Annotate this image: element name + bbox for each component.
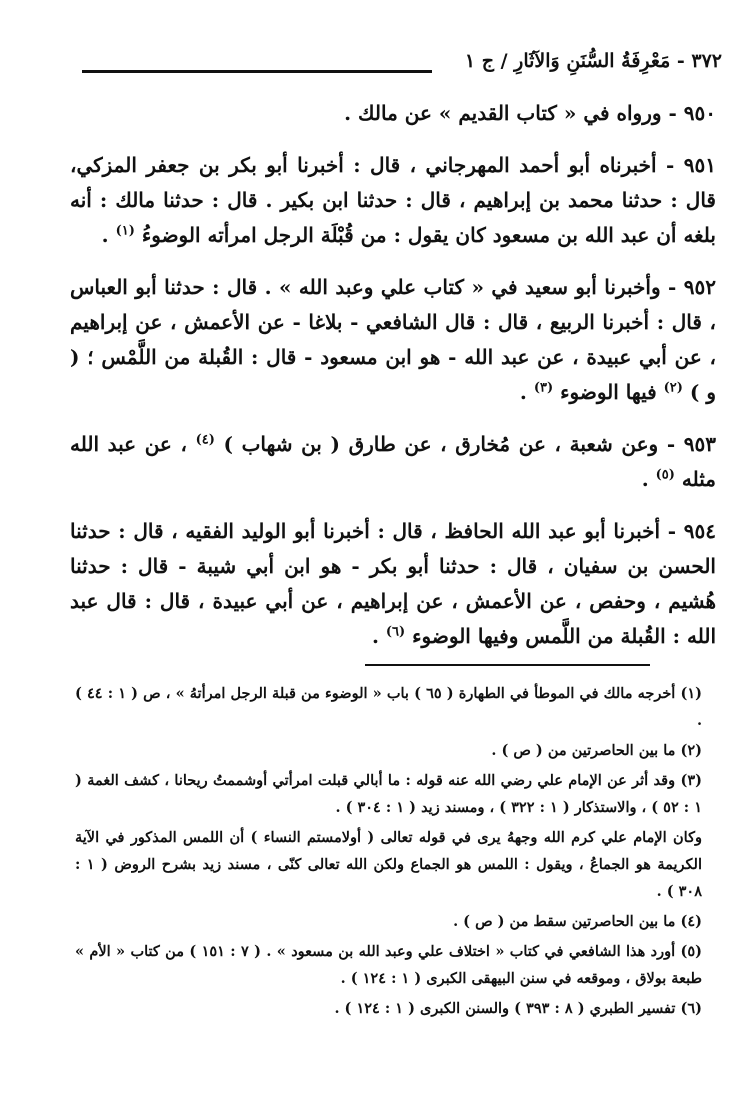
- footnote-ref: (٥): [655, 467, 675, 483]
- entry-953: [70, 427, 716, 497]
- entry-tail: .: [519, 380, 534, 404]
- entry-text: ٩٥٤ - أخبرنا أبو عبد الله الحافظ ، قال : أخبرنا أبو الوليد الفقيه ، قال : حدثنا الحسن بن سفيان ، قال : حدثنا أبو بكر - هو ابن أبي شيبة - قال : حدثنا هُشيم ، وحفص ، عن الأعمش ، عن إبراهيم ، عن أبي عبيدة ، قال : قال عبد الله : القُبلة من اللَّمس وفيها الوضوء: [70, 519, 716, 648]
- footnote-2: (٢) ما بين الحاصرتين من ( ص ) .: [491, 742, 702, 759]
- footnote-1: (١) أخرجه مالك في الموطأ في الطهارة ( ٦٥ ) باب « الوضوء من قبلة الرجل امرأتهُ » ، ص ( ١ : ٤٤ ) .: [75, 685, 702, 729]
- entry-tail: .: [101, 223, 116, 247]
- running-head: ٣٧٢ - مَعْرِفَةُ السُّنَنِ وَالآثَارِ / ج ١: [464, 50, 722, 72]
- footnote-ref: (٣): [533, 380, 554, 396]
- footnotes: [75, 680, 702, 1025]
- main-text: [70, 96, 716, 671]
- entry-mid: فيها الوضوء: [553, 380, 664, 404]
- entry-950: [70, 96, 716, 131]
- footnote-3: (٣) وقد أثر عن الإمام علي رضي الله عنه قوله : ما أبالي قبلت امرأتي أوشممتُ ريحانا ، كشف الغمة ( ١ : ٥٢ ) ، والاستذكار ( ١ : ٣٢٢ ) ، ومسند زيد ( ١ : ٣٠٤ ) .: [75, 772, 702, 816]
- footnote-ref: (١): [115, 223, 135, 239]
- entry-text: ٩٥٣ - وعن شعبة ، عن مُخارق ، عن طارق ( بن شهاب ): [223, 432, 716, 456]
- entry-text: ٩٥٠ - ورواه في « كتاب القديم » عن مالك .: [344, 101, 716, 125]
- footnote-4: (٤) ما بين الحاصرتين سقط من ( ص ) .: [453, 913, 702, 930]
- entry-mid: ، عن عبد الله مثله: [70, 432, 716, 491]
- footnote-rule: [365, 664, 650, 666]
- entry-952: [70, 270, 716, 410]
- entry-text: ٩٥١ - أخبرناه أبو أحمد المهرجاني ، قال : أخبرنا أبو بكر بن جعفر المزكي، قال : حدثنا محمد بن إبراهيم ، قال : حدثنا ابن بكير . قال : حدثنا مالك : أنه بلغه أن عبد الله بن مسعود كان يقول : من قُبْلَة الرجل امرأته الوضوءُ: [70, 153, 716, 247]
- entry-954: [70, 514, 716, 654]
- entry-tail: .: [641, 467, 656, 491]
- entry-text: ٩٥٢ - وأخبرنا أبو سعيد في « كتاب علي وعبد الله » . قال : حدثنا أبو العباس ، قال : أخبرنا الربيع ، قال : قال الشافعي - بلاغا - عن الأعمش ، عن إبراهيم ، عن أبي عبيدة ، عن عبد الله - هو ابن مسعود - قال : القُبلة من اللَّمْس ؛ ( و ): [70, 275, 716, 404]
- footnote-ref: (٤): [195, 432, 215, 448]
- entry-951: [70, 148, 716, 253]
- entry-tail: .: [371, 624, 386, 648]
- footnote-6: (٦) تفسير الطبري ( ٨ : ٣٩٣ ) والسنن الكبرى ( ١ : ١٢٤ ) .: [334, 1000, 702, 1017]
- footnote-ref: (٦): [385, 624, 406, 640]
- footnote-5: (٥) أورد هذا الشافعي في كتاب « اختلاف علي وعبد الله بن مسعود » . ( ٧ : ١٥١ ) من كتاب « الأم » طبعة بولاق ، وموقعه في سنن البيهقى الكبرى ( ١ : ١٢٤ ) .: [75, 943, 703, 987]
- header-rule: [82, 70, 432, 73]
- footnote-3-continued: وكان الإمام علي كرم الله وجههُ يرى في قوله تعالى ( أولامستم النساء ) أن اللمس المذكور في الآية الكريمة هو الجماعُ ، ويقول : اللمس هو الجماع ولكن الله تعالى كنّى ، مسند زيد بشرح الروض ( ١ : ٣٠٨ ) .: [75, 829, 702, 900]
- footnote-ref: (٢): [663, 380, 683, 396]
